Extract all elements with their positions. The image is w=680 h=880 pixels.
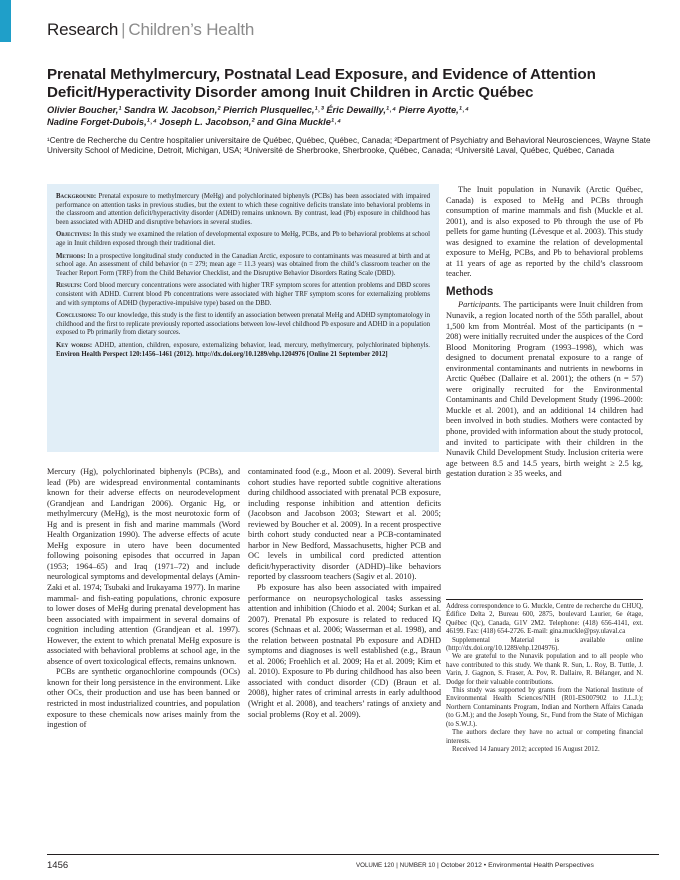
author-list <box>47 104 667 128</box>
footer-number: NUMBER 10 <box>399 862 436 869</box>
funding-note: This study was supported by grants from the National Institute of Environmental Health Sciences/NIH (R01-ES007902 to J.L.J.); Northern Contaminants Program, Indian and Northern Affairs Canada (to G.M.); and the Joseph Young, Sr., Fund from the State of Michigan (to S.W.J.). <box>446 687 643 728</box>
section-divider: | <box>121 20 126 39</box>
abstract-box <box>47 184 439 452</box>
journal-footer: VOLUME 120 | NUMBER 10 | October 2012 • Environmental Health Perspectives <box>356 862 594 869</box>
abstract-background <box>56 193 430 227</box>
abstract-objectives <box>56 231 430 248</box>
subsection-label: Children’s Health <box>128 20 255 39</box>
section-color-tab <box>0 0 11 42</box>
conclusions-text: To our knowledge, this study is the first to identify an association between prenatal MeHg and ADHD symptomatology in childhood and the first to replicate previously reported associations between low-level childhood Pb exposure and ADHD in a population exposed to Pb primarily from dietary sources. <box>56 312 430 337</box>
body-column-2 <box>248 467 441 720</box>
page-number: 1456 <box>47 860 69 871</box>
participants-text: The participants were Inuit children from Nunavik, a region located north of the 55th parallel, about 1,500 km from Montréal. Most of the participants (n = 208) were initially recruited under the auspices of the Cord Blood Monitoring Program (1993–1998), which was designed to document prenatal exposure to a range of environmental contaminants and nutrients in newborns in Arctic Québec (Dallaire et al. 2001); the others (n = 57) were originally recruited for the Environmental Contaminants and Child Development Study (1996–2000: Muckle et al. 2001), and an additional 14 children had been involved in both studies. Mothers were contacted by phone, provided with information about the study protocol, and invited to participate with their children in the Nunavik Child Development Study. Inclusion criteria were age between 8.5 and 14.5 years, birth weight ≥ 2.5 kg, gestation duration ≥ 35 weeks, and <box>446 300 643 479</box>
methods-text: In a prospective longitudinal study conducted in the Canadian Arctic, exposure to contaminants was measured at birth and at school age. An assessment of child behavior (n = 279; mean age = 11.3 years) was obtained from the child’s classroom teacher on the Teacher Report Form (TRF) from the Child Behavior Checklist, and the Disruptive Behavior Disorders Rating Scale (DBD). <box>56 252 431 277</box>
section-label: Research <box>47 20 119 39</box>
background-label: Background: <box>56 193 97 200</box>
body-column-3 <box>446 185 643 480</box>
methods-label: Methods: <box>56 252 86 260</box>
acknowledgments: We are grateful to the Nunavik population and to all people who have contributed to this study. We thank R. Sun, L. Roy, B. Tuttle, J. Varin, J. Gagnon, S. Fraser, A. Pov, R. Dallaire, R. Bélanger, and N. Dodge for their valuable contributions. <box>446 653 643 686</box>
participants-label: Participants. <box>458 300 502 310</box>
abstract-keywords <box>56 342 430 359</box>
body-paragraph: PCBs are synthetic organochlorine compounds (OCs) known for their long persistence in the environment. Like other OCs, their production and use has been banned or restricted in most industrialized countries, and population exposure to these chemicals now arises mainly from the ingestion of <box>47 667 240 730</box>
competing-interests: The authors declare they have no actual or competing financial interests. <box>446 729 643 745</box>
footer-volume: VOLUME 120 <box>356 862 395 869</box>
background-text: Prenatal exposure to methylmercury (MeHg) and polychlorinated biphenyls (PCBs) has been associated with impaired performance on attention tasks in previous studies, but the extent to which these cognitive deficits translate into behavioral problems in the classroom and attention deficit/hyperactivity disorder (ADHD) remains unknown. By contrast, lead (Pb) exposure in childhood has been associated with ADHD and disruptive behaviors in several studies. <box>56 193 430 226</box>
keywords-label: Key words: <box>56 341 93 349</box>
author-line-2: Nadine Forget-Dubois,¹˒⁴ Joseph L. Jacobson,² and Gina Muckle¹˒⁴ <box>47 117 342 128</box>
footer-journal-name: Environmental Health Perspectives <box>488 862 594 869</box>
results-label: Results: <box>56 282 82 290</box>
affiliations: ¹Centre de Recherche du Centre hospitalier universitaire de Québec, Québec, Québec, Canada; ²Department of Psychiatry and Behavioral Neurosciences, Wayne State University School of Medicine, Detroit, Michigan, USA; ³Université de Sherbrooke, Sherbrooke, Québec, Canada; ⁴Université Laval, Québec, Québec, Canada <box>47 136 651 156</box>
supplemental-note: Supplemental Material is available online (http://dx.doi.org/10.1289/ehp.1204976). <box>446 636 643 653</box>
abstract-results <box>56 282 430 308</box>
body-paragraph: The Inuit population in Nunavik (Arctic Québec, Canada) is exposed to MeHg and PCBs through consumption of marine mammals and fish (Muckle et al. 2001), and is also exposed to Pb through the use of Pb pellets for game hunting (Lévesque et al. 2003). This study was designed to examine the relation of developmental exposure to MeHg, PCBs, and Pb to behavioral problems at 11 years of age as reported by the child’s classroom teacher. <box>446 185 643 279</box>
footer-rule <box>47 854 659 855</box>
keywords-text: ADHD, attention, children, exposure, externalizing behavior, lead, mercury, methylmercury, polychlorinated biphenyls. <box>94 341 430 349</box>
objectives-label: Objectives: <box>56 231 92 239</box>
body-paragraph: contaminated food (e.g., Moon et al. 2009). Several birth cohort studies have reported subtle cognitive alterations during childhood associated with prenatal PCB exposure, including response inhibition and attention deficits (Jacobson and Jacobson 2003; Stewart et al. 2005; reviewed by Boucher et al. 2009). In a recent prospective birth cohort study conducted near a PCB-contaminated harbor in New Bedford, Massachusetts, higher PCB and OC levels in umbilical cord predicted attention deficit/hyperactivity disorder (ADHD)–like behaviors reported by classroom teachers (Sagiv et al. 2010). <box>248 467 441 582</box>
methods-heading: Methods <box>446 285 494 298</box>
body-paragraph: Pb exposure has also been associated with impaired performance on neuropsychological tasks assessing attention and inhibition (Chiodo et al. 2004; Surkan et al. 2007). Prenatal Pb exposure is related to reduced IQ scores (Schnaas et al. 2006; Wasserman et al. 1998), and the relation between postnatal Pb exposure and ADHD symptoms and diagnoses is well established (e.g., Braun et al. 2006; Froehlich et al. 2009; Ha et al. 2009; Kim et al. 2010). Exposure to Pb during childhood has also been associated with conduct disorder (CD) (Braun et al. 2008), higher rates of criminal arrests in early adulthood (Wright et al. 2008), and teachers’ ratings of anxiety and social problems (Roy et al. 2009). <box>248 583 441 719</box>
conclusions-label: Conclusions: <box>56 312 97 320</box>
body-column-1 <box>47 467 240 731</box>
correspondence-notes <box>446 603 643 754</box>
received-dates: Received 14 January 2012; accepted 16 August 2012. <box>452 745 600 753</box>
citation-text: Environ Health Perspect 120:1456–1461 (2012). http://dx.doi.org/10.1289/ehp.1204976 [Online 21 September 2012] <box>56 350 388 358</box>
footnote-divider <box>446 599 643 600</box>
results-text: Cord blood mercury concentrations were associated with higher TRF symptom scores for attention problems and DBD scores consistent with ADHD. Current blood Pb concentrations were associated with higher TRF symptom scores for externalizing problems and with symptoms of ADHD (hyperactive-impulsive type) based on the DBD. <box>56 282 430 307</box>
section-header <box>47 20 254 40</box>
participants-paragraph <box>446 300 643 479</box>
correspondence-address: Address correspondence to G. Muckle, Centre de recherche du CHUQ, Édifice Delta 2, Bureau 600, 2875, boulevard Laurier, 6e étage, Québec (Qc), Canada, G1V 2M2. Telephone: (418) 656-4141, ext. 46199. Fax: (418) 654-2726. E-mail: gina.muckle@psy.ulaval.ca <box>446 603 643 636</box>
footer-date: October 2012 <box>440 862 482 869</box>
body-paragraph: Mercury (Hg), polychlorinated biphenyls (PCBs), and lead (Pb) are widespread environmental contaminants known for their adverse effects on neurodevelopment (Grandjean and Landrigan 2006). Organic Hg, or methylmercury (MeHg), is the most neurotoxic form of Hg and is present in fish and marine mammals (Word Health Organization 1990). The adverse effects of acute MeHg exposure in utero have been documented following poisoning episodes that occurred in Japan (1953; 1964–65) and Iraq (1971–72) and include neurological symptoms and developmental delays (Amin-Zaki et al. 1974; Tsubaki and Irukayama 1977). In marine mammal- and fish-eating populations, chronic exposure to lower doses of MeHg during prenatal development has been associated with impairment in several domains of cognition including attention (Grandjean et al. 1997). However, the extent to which prenatal MeHg exposure is associated with behavioral problems at school age, in the absence of overt toxicological effects, remains unknown. <box>47 467 240 666</box>
article-title: Prenatal Methylmercury, Postnatal Lead Exposure, and Evidence of Attention Deficit/Hyperactivity Disorder among Inuit Children in Arctic Québec <box>47 66 596 101</box>
objectives-text: In this study we examined the relation of developmental exposure to MeHg, PCBs, and Pb to behavioral problems at school age in Inuit children exposed through their traditional diet. <box>56 231 430 247</box>
author-line-1: Olivier Boucher,¹ Sandra W. Jacobson,² Pierrich Plusquellec,¹˒³ Éric Dewailly,¹˒⁴ Pierre Ayotte,¹˒⁴ <box>47 105 469 115</box>
abstract-conclusions <box>56 312 430 338</box>
abstract-methods <box>56 253 430 279</box>
